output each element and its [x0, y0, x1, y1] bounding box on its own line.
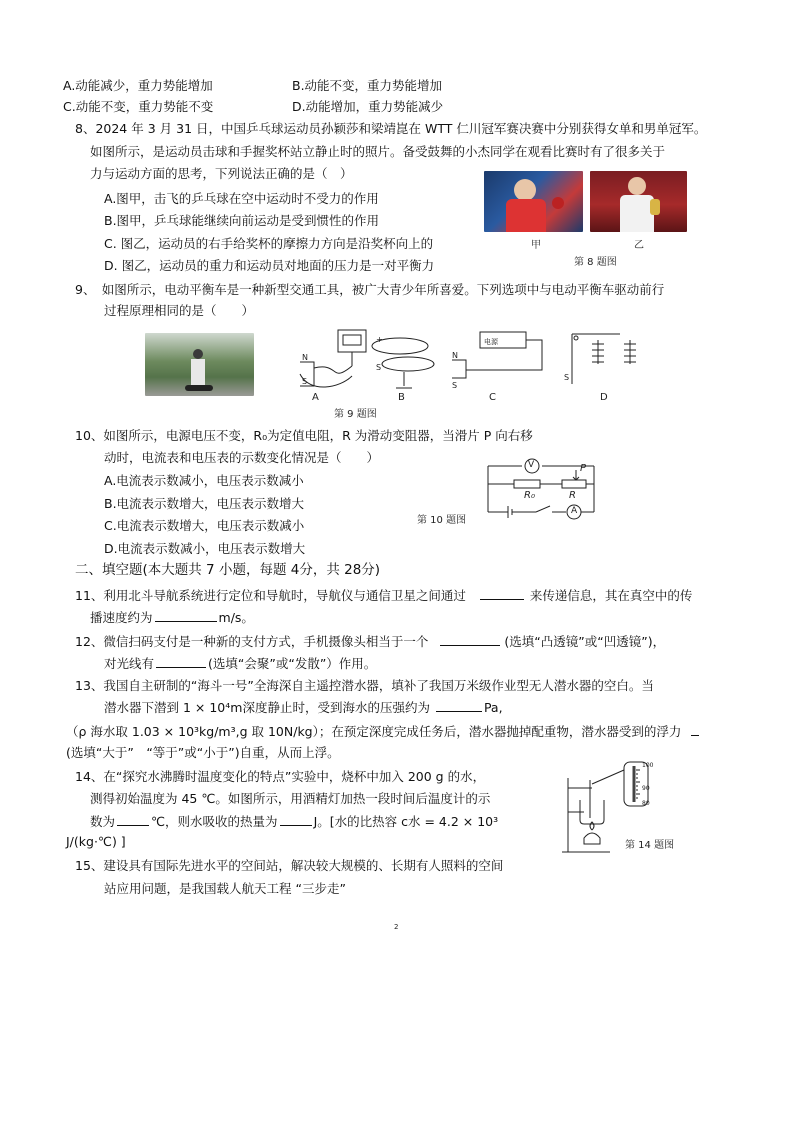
q8-stem-line1: 8、2024 年 3 月 31 日，中国乒乓球运动员孙颖莎和梁靖崑在 WTT 仁川冠军赛决赛中分别获得女单和男单冠军。 — [75, 121, 707, 136]
q14-text-b: ℃，则水吸收的热量为 — [151, 814, 278, 829]
q12-text-b: (选填“凸透镜”或“凹透镜”)， — [504, 634, 666, 649]
q13-blank-2[interactable] — [691, 723, 699, 736]
ammeter-symbol: A — [571, 506, 578, 516]
page-number: 2 — [394, 923, 399, 931]
alcohol-lamp — [584, 833, 600, 844]
q12-blank-2[interactable] — [156, 655, 206, 668]
player-shirt — [620, 195, 654, 232]
figure-9-diagrams — [280, 324, 650, 404]
q7-option-d: D.动能增加，重力势能减少 — [292, 99, 444, 114]
q8-option-b: B.图甲，乒乓球能继续向前运动是受到惯性的作用 — [104, 213, 380, 228]
q12-text-d: (选填“会聚”或“发散”）作用。 — [208, 656, 377, 671]
resistor-r0 — [514, 480, 540, 488]
svg-text:N: N — [302, 353, 308, 362]
scale-label-90: 90 — [642, 785, 650, 792]
q13-line3 — [66, 723, 699, 740]
q11-text-d: m/s。 — [218, 610, 254, 625]
q15-line2: 站应用问题，是我国载人航天工程 “三步走” — [104, 881, 346, 896]
diagram-d — [564, 334, 636, 384]
diagram-a-label: A — [312, 392, 319, 403]
svg-text:S: S — [376, 363, 382, 372]
q11-text-b: 来传递信息，其在真空中的传 — [529, 588, 693, 603]
svg-text:S: S — [452, 381, 458, 390]
q12-text-c: 对光线有 — [104, 656, 155, 671]
q8-option-a: A.图甲，击飞的乒乓球在空中运动时不受力的作用 — [104, 191, 379, 206]
q10-option-a: A.电流表示数减小，电压表示数减小 — [104, 473, 304, 488]
q8-option-c: C. 图乙，运动员的右手给奖杯的摩擦力方向是沿奖杯向上的 — [104, 236, 434, 251]
q9-stem-line1: 9、 如图所示，电动平衡车是一种新型交通工具，被广大青少年所喜爱。下列选项中与电动平衡车驱动前行 — [75, 282, 665, 297]
q7-option-c: C.动能不变，重力势能不变 — [63, 99, 214, 114]
q8-stem-line3: 力与运动方面的思考，下列说法正确的是（ ） — [90, 166, 353, 181]
figure-10-caption: 第 10 题图 — [417, 515, 467, 526]
q14-text-c: J。[水的比热容 c水 = 4.2 × 10³ — [313, 814, 499, 829]
diagram-c — [452, 332, 542, 390]
q11-blank-1[interactable] — [480, 587, 524, 600]
q12-blank-1[interactable] — [440, 633, 500, 646]
figure-14-caption: 第 14 题图 — [625, 840, 675, 851]
flame — [590, 822, 594, 830]
q8-stem-line2: 如图所示，是运动员击球和手握奖杯站立静止时的照片。备受鼓舞的小杰同学在观看比赛时有了很多关于 — [90, 144, 666, 159]
svg-text:+: + — [376, 335, 383, 344]
svg-text:N: N — [452, 351, 458, 360]
q7-option-b: B.动能不变，重力势能增加 — [292, 78, 443, 93]
q15-line1: 15、建设具有国际先进水平的空间站，解决较大规模的、长期有人照料的空间 — [75, 858, 504, 873]
scale-label-100: 100 — [642, 762, 654, 769]
trophy-player-photo — [590, 171, 687, 232]
q14-line2: 测得初始温度为 45 ℃。如图所示，用酒精灯加热一段时间后温度计的示 — [90, 791, 491, 806]
q14-line1: 14、在“探究水沸腾时温度变化的特点”实验中，烧杯中加入 200 g 的水， — [75, 769, 486, 784]
section-2-heading: 二、填空题(本大题共 7 小题，每题 4分，共 28分) — [75, 562, 381, 578]
q13-text-b: Pa, — [483, 700, 503, 715]
diagram-a — [300, 330, 366, 387]
q13-line4: (选填“大于” “等于”或“小于”)自重，从而上浮。 — [66, 745, 340, 760]
figure-9-caption: 第 9 题图 — [334, 409, 377, 420]
diagram-b-label: B — [398, 392, 405, 403]
rider-head — [193, 349, 203, 359]
q9-stem-line2: 过程原理相同的是（ ） — [104, 303, 255, 318]
rider-body — [191, 359, 205, 385]
diagram-d-label: D — [600, 392, 608, 403]
paddle — [552, 197, 564, 209]
q14-blank-2[interactable] — [280, 813, 312, 826]
q13-line2 — [104, 699, 503, 716]
figure-8-caption: 第 8 题图 — [574, 257, 617, 268]
voltmeter-symbol: V — [528, 460, 535, 470]
diagram-b — [372, 335, 434, 388]
q14-blank-1[interactable] — [117, 813, 149, 826]
trophy — [650, 199, 660, 215]
scooter-base — [185, 385, 213, 391]
q12-line1 — [75, 633, 665, 650]
q11-blank-2[interactable] — [155, 609, 217, 622]
player-head — [514, 179, 536, 201]
q14-line4: J/(kg·℃) ] — [66, 834, 126, 849]
q10-stem-line2: 动时，电流表和电压表的示数变化情况是（ ） — [104, 450, 380, 465]
q11-text-a: 11、利用北斗导航系统进行定位和导航时，导航仪与通信卫星之间通过 — [75, 588, 466, 603]
battery — [488, 506, 536, 518]
q13-text-c: （ρ 海水取 1.03 × 10³kg/m³,g 取 10N/kg）；在预定深度完成任务后，潜水器抛掉配重物，潜水器受到的浮力 — [66, 724, 682, 739]
label-r0: R₀ — [524, 490, 535, 501]
svg-text:S: S — [564, 373, 570, 382]
table-tennis-player-photo — [484, 171, 583, 232]
label-yi: 乙 — [634, 240, 644, 251]
switch — [536, 506, 550, 512]
q10-option-c: C.电流表示数增大，电压表示数减小 — [104, 518, 305, 533]
q10-option-b: B.电流表示数增大，电压表示数增大 — [104, 496, 305, 511]
svg-text:S: S — [302, 377, 308, 386]
balance-scooter-photo — [145, 333, 254, 396]
player-jersey — [506, 199, 546, 232]
q14-text-a: 数为 — [90, 814, 116, 829]
label-r: R — [569, 490, 576, 501]
q10-option-d: D.电流表示数减小，电压表示数增大 — [104, 541, 306, 556]
q10-stem-line1: 10、如图所示，电源电压不变，R₀为定值电阻，R 为滑动变阻器，当滑片 P 向右移 — [75, 428, 533, 443]
label-p: P — [580, 463, 587, 474]
q12-text-a: 12、微信扫码支付是一种新的支付方式，手机摄像头相当于一个 — [75, 634, 429, 649]
q11-text-c: 播速度约为 — [90, 610, 153, 625]
q13-blank-1[interactable] — [436, 699, 482, 712]
q11-line1 — [75, 587, 692, 604]
q7-option-a: A.动能减少，重力势能增加 — [63, 78, 213, 93]
q11-line2 — [90, 609, 254, 626]
q13-text-a: 潜水器下潜到 1 × 10⁴m深度静止时，受到海水的压强约为 — [104, 700, 430, 715]
q12-line2 — [104, 655, 376, 672]
q8-option-d: D. 图乙，运动员的重力和运动员对地面的压力是一对平衡力 — [104, 258, 435, 273]
svg-text:电源: 电源 — [484, 338, 498, 346]
diagram-c-label: C — [489, 392, 496, 403]
rheostat-r — [562, 480, 586, 488]
player-head — [628, 177, 646, 195]
q14-line3 — [90, 813, 498, 830]
label-jia: 甲 — [531, 240, 541, 251]
scale-label-80: 80 — [642, 800, 650, 807]
q13-line1: 13、我国自主研制的“海斗一号”全海深自主遥控潜水器，填补了我国万米级作业型无人潜水器的空白。当 — [75, 678, 654, 693]
